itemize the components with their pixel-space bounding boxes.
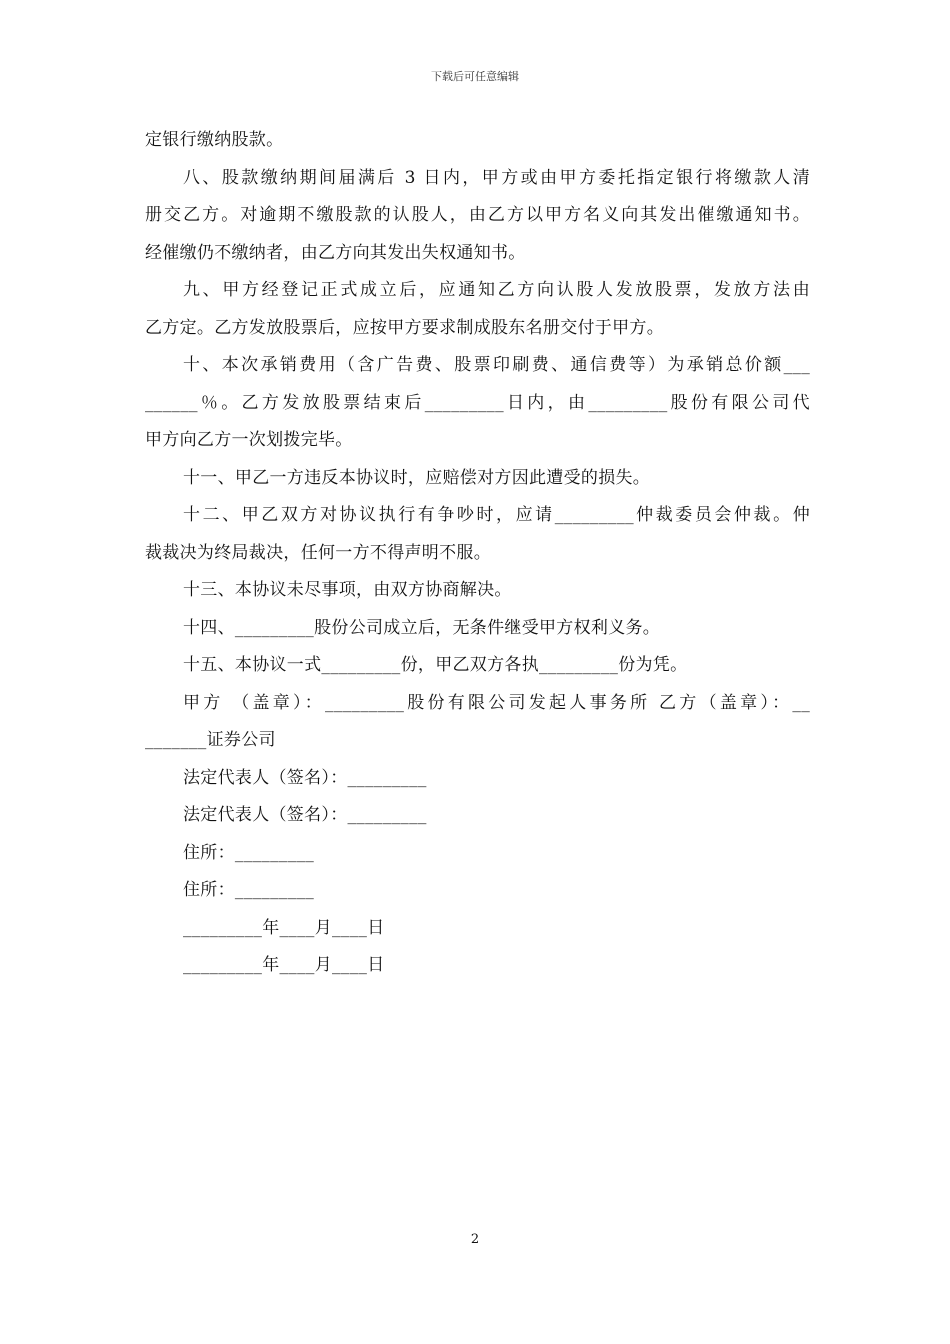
text-line: 十三、本协议未尽事项，由双方协商解决。 <box>183 580 512 600</box>
date-line: _________年____月____日 <box>183 917 385 938</box>
text-line: 裁裁决为终局裁决，任何一方不得声明不服。 <box>145 542 491 563</box>
text-line: 定银行缴纳股款。 <box>145 130 284 150</box>
text-line: 十二、甲乙双方对协议执行有争吵时，应请_________仲裁委员会仲裁。仲 <box>183 505 810 525</box>
signature-line: 法定代表人（签名）：_________ <box>183 805 427 825</box>
signature-line: 法定代表人（签名）：_________ <box>183 767 427 788</box>
text-line: 十四、_________股份公司成立后，无条件继受甲方权利义务。 <box>183 617 661 638</box>
page-header: 下载后可任意编辑 <box>431 70 519 83</box>
address-line: 住所：_________ <box>183 880 315 900</box>
text-line: 十五、本协议一式_________份，甲乙双方各执_________份为凭。 <box>183 655 688 675</box>
text-line: ______％。乙方发放股票结束后_________日内，由_________股份有限公司代 <box>145 392 810 413</box>
text-line: _______证券公司 <box>145 730 276 750</box>
text-line: 八、股款缴纳期间届满后 3 日内，甲方或由甲方委托指定银行将缴款人清 <box>183 167 810 188</box>
text-line: 十、本次承销费用（含广告费、股票印刷费、通信费等）为承销总价额___ <box>183 355 810 375</box>
document-body <box>145 122 810 985</box>
page-number: 2 <box>470 1232 480 1247</box>
text-line: 甲方向乙方一次划拨完毕。 <box>145 430 353 450</box>
text-line: 乙方定。乙方发放股票后，应按甲方要求制成股东名册交付于甲方。 <box>145 317 664 338</box>
text-line: 经催缴仍不缴纳者，由乙方向其发出失权通知书。 <box>145 242 526 263</box>
address-line: 住所：_________ <box>183 842 315 863</box>
text-line: 甲方 （盖章）：_________股份有限公司发起人事务所 乙方（盖章）：__ <box>183 692 810 713</box>
text-line: 册交乙方。对逾期不缴股款的认股人，由乙方以甲方名义向其发出催缴通知书。 <box>145 205 810 225</box>
date-line: _________年____月____日 <box>183 955 385 975</box>
text-line: 九、甲方经登记正式成立后，应通知乙方向认股人发放股票，发放方法由 <box>183 280 810 300</box>
text-line: 十一、甲乙一方违反本协议时，应赔偿对方因此遭受的损失。 <box>183 467 651 488</box>
